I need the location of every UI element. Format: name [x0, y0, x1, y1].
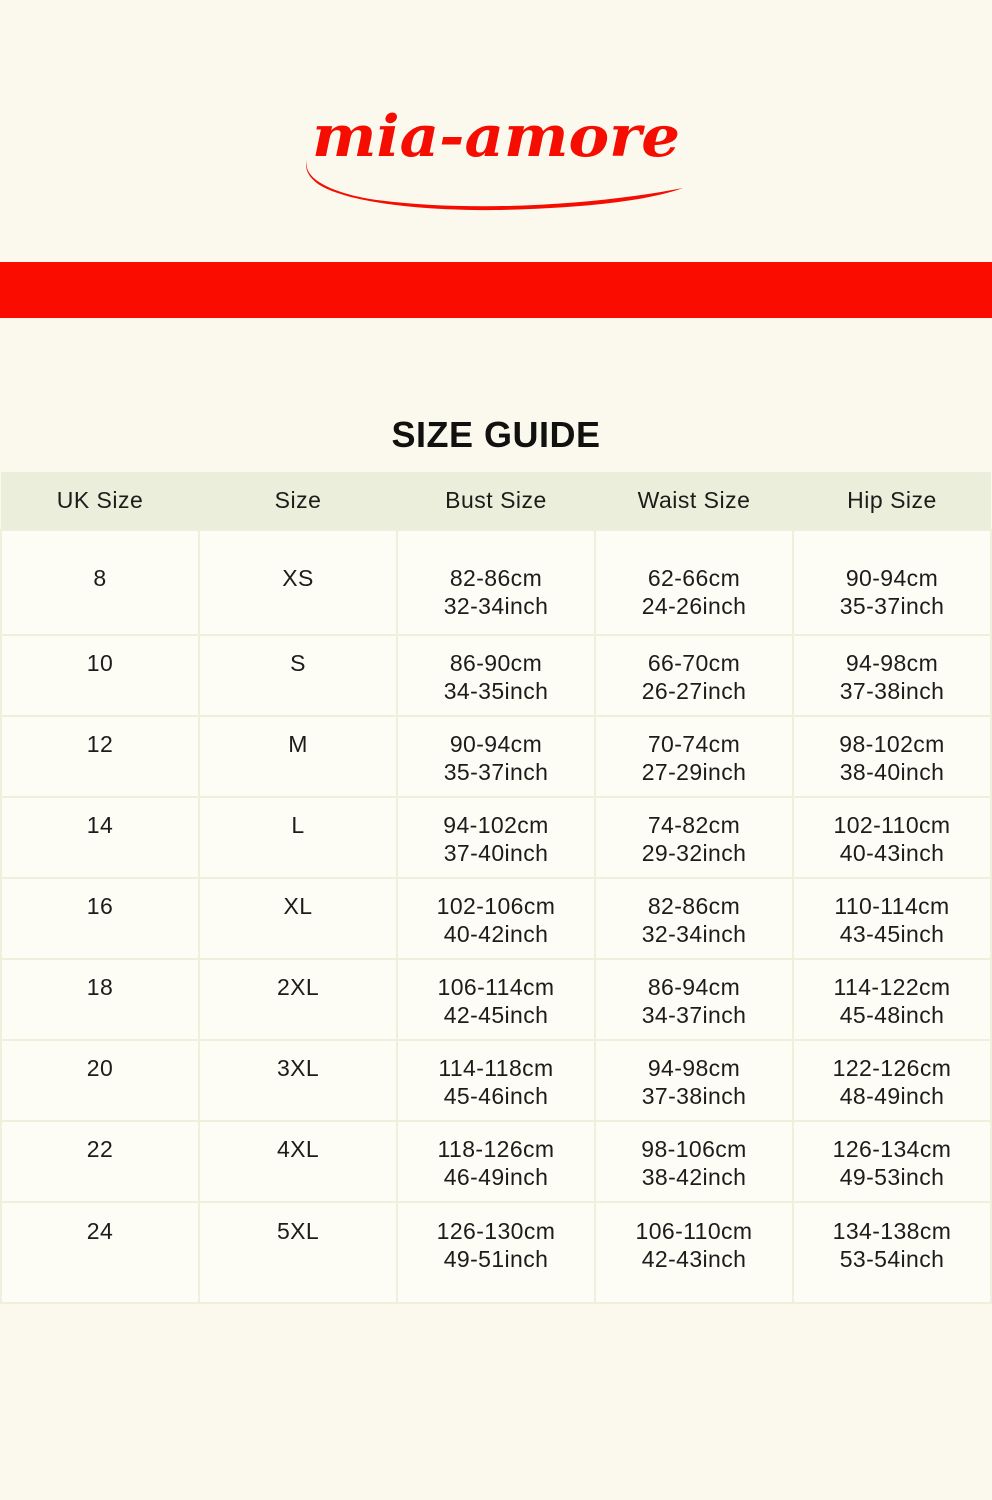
hip-cell [793, 878, 991, 959]
waist-inch-value: 32-34inch [641, 921, 747, 947]
size-value: 4XL [276, 1136, 320, 1162]
bust-cm-value: 118-126cm [437, 1136, 555, 1162]
hip-inch-value: 38-40inch [839, 759, 945, 785]
size-cell [199, 530, 397, 635]
hip-cell [793, 1040, 991, 1121]
bust-cell [397, 1040, 595, 1121]
waist-cell [595, 1040, 793, 1121]
uk-size-value: 14 [86, 812, 114, 838]
hip-cm-value: 90-94cm [845, 565, 939, 591]
hip-cell [793, 1121, 991, 1202]
table-row [1, 1202, 991, 1303]
bust-cm-value: 102-106cm [436, 893, 556, 919]
uk-size-value: 10 [86, 650, 114, 676]
uk-size-value: 12 [86, 731, 114, 757]
uk-size-value: 16 [86, 893, 114, 919]
table-row [1, 1040, 991, 1121]
uk-size-cell [1, 716, 199, 797]
size-value: S [290, 650, 306, 676]
hip-cell [793, 716, 991, 797]
hip-inch-value: 49-53inch [839, 1164, 945, 1190]
brand-logo-svg [300, 96, 692, 222]
hip-cm-value: 122-126cm [832, 1055, 952, 1081]
bust-cm-value: 106-114cm [437, 974, 555, 1000]
uk-size-cell [1, 797, 199, 878]
uk-size-cell [1, 959, 199, 1040]
table-row [1, 530, 991, 635]
bust-inch-value: 46-49inch [443, 1164, 549, 1190]
waist-cell [595, 878, 793, 959]
bust-inch-value: 40-42inch [443, 921, 549, 947]
waist-inch-value: 24-26inch [641, 593, 747, 619]
waist-cell [595, 635, 793, 716]
waist-cm-value: 94-98cm [647, 1055, 741, 1081]
waist-cell [595, 1121, 793, 1202]
bust-inch-value: 49-51inch [443, 1246, 549, 1272]
brand-logo [0, 0, 992, 222]
waist-cell [595, 1202, 793, 1303]
size-cell [199, 797, 397, 878]
uk-size-value: 18 [86, 974, 114, 1000]
bust-cell [397, 797, 595, 878]
uk-size-cell [1, 1040, 199, 1121]
uk-size-cell [1, 878, 199, 959]
size-cell [199, 1040, 397, 1121]
table-row [1, 716, 991, 797]
uk-size-cell [1, 1202, 199, 1303]
waist-cell [595, 716, 793, 797]
bust-cm-value: 94-102cm [443, 812, 549, 838]
waist-cm-value: 98-106cm [641, 1136, 747, 1162]
size-value: XS [282, 565, 314, 591]
bust-cell [397, 878, 595, 959]
hip-cm-value: 98-102cm [839, 731, 945, 757]
uk-size-cell [1, 635, 199, 716]
bust-inch-value: 32-34inch [443, 593, 549, 619]
size-value: XL [283, 893, 313, 919]
page-title: SIZE GUIDE [391, 414, 601, 455]
bust-cell [397, 959, 595, 1040]
waist-inch-value: 26-27inch [641, 678, 747, 704]
hip-cm-value: 126-134cm [832, 1136, 952, 1162]
header-hip-size: Hip Size [793, 472, 991, 530]
waist-cm-value: 62-66cm [647, 565, 741, 591]
hip-inch-value: 45-48inch [839, 1002, 945, 1028]
bust-cell [397, 1121, 595, 1202]
table-row [1, 1121, 991, 1202]
bust-cell [397, 1202, 595, 1303]
bust-inch-value: 42-45inch [443, 1002, 549, 1028]
size-guide-table [0, 472, 992, 1304]
waist-cm-value: 82-86cm [647, 893, 741, 919]
waist-cm-value: 70-74cm [647, 731, 741, 757]
waist-cm-value: 106-110cm [635, 1218, 753, 1244]
header-size: Size [199, 472, 397, 530]
hip-cell [793, 797, 991, 878]
waist-cell [595, 530, 793, 635]
waist-inch-value: 37-38inch [641, 1083, 747, 1109]
header-row [1, 472, 991, 530]
size-cell [199, 878, 397, 959]
waist-inch-value: 34-37inch [641, 1002, 747, 1028]
size-cell [199, 1202, 397, 1303]
uk-size-cell [1, 530, 199, 635]
hip-cell [793, 635, 991, 716]
table-row [1, 635, 991, 716]
size-cell [199, 1121, 397, 1202]
uk-size-value: 8 [93, 565, 107, 591]
table-row [1, 797, 991, 878]
hip-inch-value: 43-45inch [839, 921, 945, 947]
table-row [1, 878, 991, 959]
waist-inch-value: 42-43inch [641, 1246, 747, 1272]
hip-inch-value: 35-37inch [839, 593, 945, 619]
size-table-header [1, 472, 991, 530]
hip-inch-value: 37-38inch [839, 678, 945, 704]
header-uk-size: UK Size [1, 472, 199, 530]
bust-cm-value: 126-130cm [436, 1218, 556, 1244]
waist-cm-value: 86-94cm [647, 974, 741, 1000]
bust-cell [397, 530, 595, 635]
waist-cell [595, 959, 793, 1040]
size-cell [199, 635, 397, 716]
hip-cm-value: 110-114cm [834, 893, 950, 919]
brand-logo-text: mia-amore [312, 103, 680, 170]
uk-size-value: 22 [86, 1136, 114, 1162]
uk-size-cell [1, 1121, 199, 1202]
waist-cell [595, 797, 793, 878]
hip-cm-value: 134-138cm [832, 1218, 952, 1244]
bust-inch-value: 34-35inch [443, 678, 549, 704]
size-value: M [288, 731, 308, 757]
header-bust-size: Bust Size [397, 472, 595, 530]
bust-cell [397, 716, 595, 797]
size-value: 5XL [276, 1218, 320, 1244]
uk-size-value: 20 [86, 1055, 114, 1081]
uk-size-value: 24 [86, 1218, 114, 1244]
bust-cm-value: 114-118cm [438, 1055, 554, 1081]
size-value: L [291, 812, 305, 838]
brand-banner-bar [0, 262, 992, 318]
size-value: 2XL [276, 974, 320, 1000]
header-waist-size: Waist Size [595, 472, 793, 530]
waist-cm-value: 74-82cm [647, 812, 741, 838]
size-cell [199, 716, 397, 797]
bust-cm-value: 86-90cm [449, 650, 543, 676]
size-table-body [1, 530, 991, 1303]
hip-cm-value: 102-110cm [833, 812, 951, 838]
waist-inch-value: 38-42inch [641, 1164, 747, 1190]
bust-cm-value: 90-94cm [449, 731, 543, 757]
bust-inch-value: 45-46inch [443, 1083, 549, 1109]
waist-inch-value: 29-32inch [641, 840, 747, 866]
hip-cell [793, 1202, 991, 1303]
bust-cm-value: 82-86cm [449, 565, 543, 591]
size-cell [199, 959, 397, 1040]
bust-cell [397, 635, 595, 716]
hip-cell [793, 530, 991, 635]
hip-inch-value: 53-54inch [839, 1246, 945, 1272]
waist-inch-value: 27-29inch [641, 759, 747, 785]
hip-cm-value: 94-98cm [845, 650, 939, 676]
waist-cm-value: 66-70cm [647, 650, 741, 676]
size-value: 3XL [276, 1055, 320, 1081]
bust-inch-value: 35-37inch [443, 759, 549, 785]
hip-cm-value: 114-122cm [833, 974, 951, 1000]
hip-inch-value: 48-49inch [839, 1083, 945, 1109]
hip-inch-value: 40-43inch [839, 840, 945, 866]
hip-cell [793, 959, 991, 1040]
table-row [1, 959, 991, 1040]
bust-inch-value: 37-40inch [443, 840, 549, 866]
